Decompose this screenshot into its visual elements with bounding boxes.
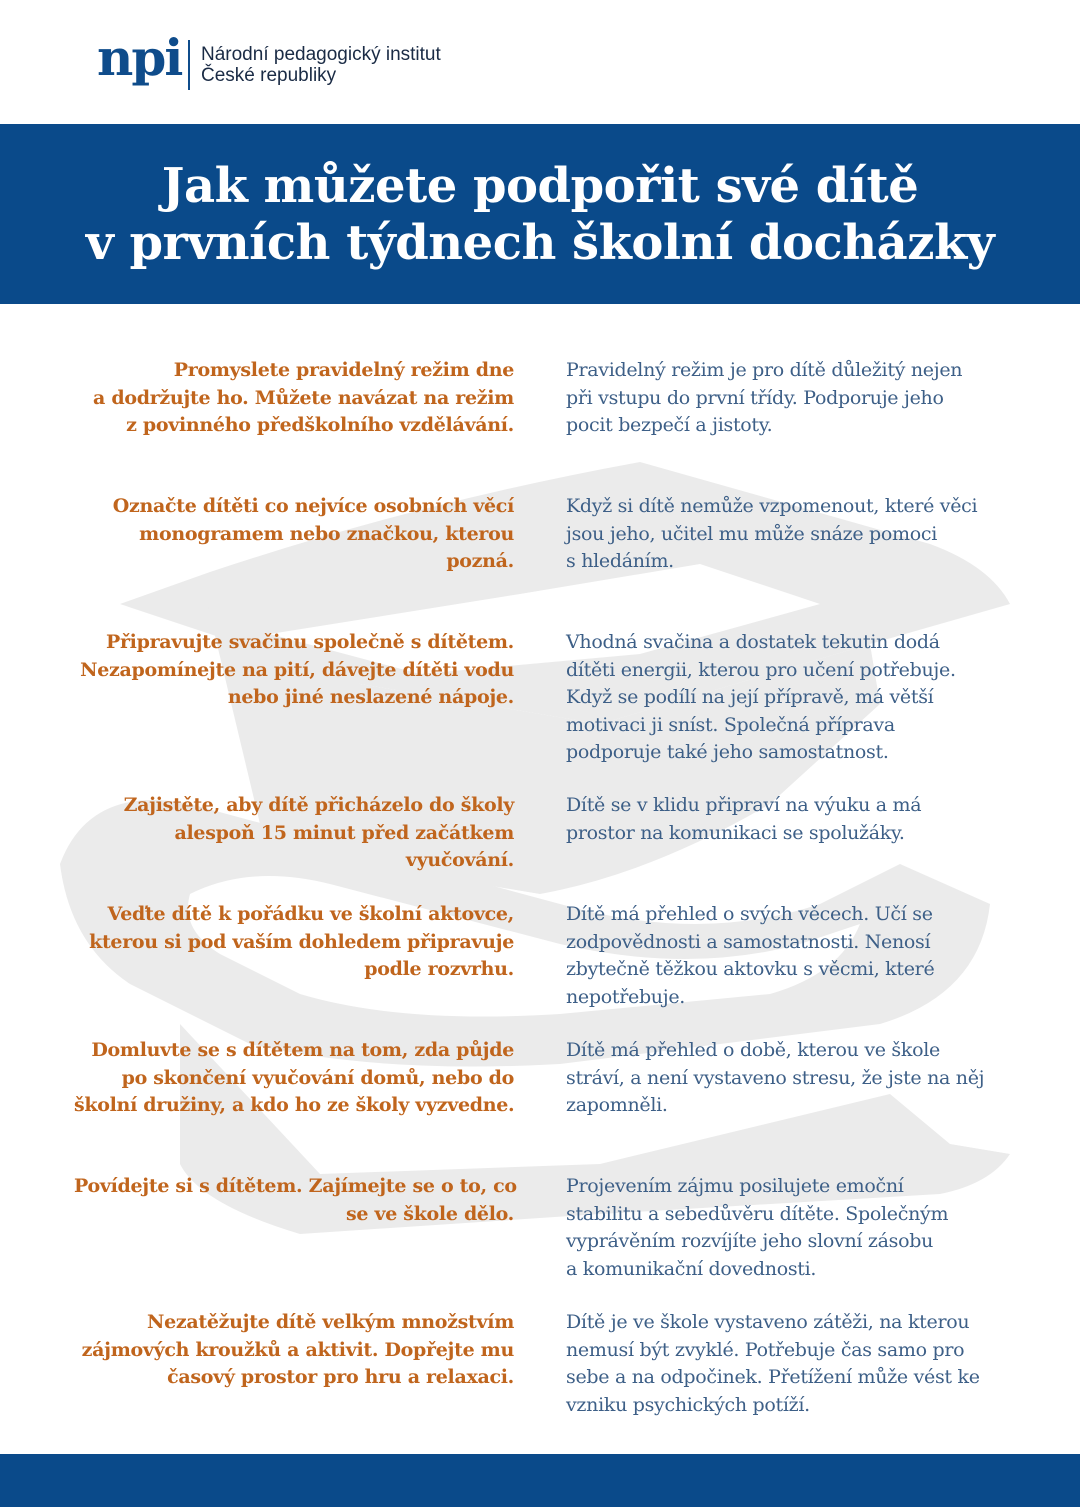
- reason-line: zbytečně těžkou aktovku s věcmi, které: [566, 958, 935, 980]
- reason-line: nemusí být zvyklé. Potřebuje čas samo pro: [566, 1338, 965, 1361]
- tip-line: Domluvte se s dítětem na tom, zda půjde: [91, 1039, 514, 1061]
- reason-line: pocit bezpečí a jistoty.: [566, 414, 773, 436]
- reason-text: [566, 1037, 1016, 1120]
- tip-line: školní družiny, a kdo ho ze školy vyzvedne.: [74, 1094, 515, 1116]
- tip-text: [74, 629, 514, 712]
- institute-name-line: Národní pedagogický institut: [201, 44, 441, 65]
- reason-line: prostor na komunikaci se spolužáky.: [566, 821, 905, 844]
- reason-line: Vhodná svačina a dostatek tekutin dodá: [566, 631, 940, 653]
- tip-line: Promyslete pravidelný režim dne: [173, 359, 514, 381]
- tip-text: [74, 493, 514, 576]
- page-footer: [0, 1454, 1080, 1507]
- tip-line: nebo jiné neslazené nápoje.: [227, 686, 514, 708]
- tip-text: [74, 901, 514, 984]
- tip-line: se ve škole dělo.: [345, 1202, 514, 1225]
- reason-text: [566, 1309, 1016, 1419]
- tip-line: Veďte dítě k pořádku ve školní aktovce,: [107, 903, 514, 925]
- tip-line: Nezatěžujte dítě velkým množstvím: [147, 1311, 514, 1333]
- reason-text: [566, 1173, 1016, 1283]
- reason-text: [566, 493, 1016, 576]
- reason-line: jsou jeho, učitel mu může snáze pomoci: [566, 522, 938, 545]
- reason-line: motivaci ji sníst. Společná příprava: [566, 713, 895, 736]
- page-title-line: Jak můžete podpořit své dítě: [161, 158, 919, 214]
- tip-line: Povídejte si s dítětem. Zajímejte se o to, co: [74, 1175, 517, 1197]
- reason-text: [566, 901, 1016, 1011]
- reason-line: s hledáním.: [566, 550, 674, 572]
- tip-line: zájmových kroužků a aktivit. Dopřejte mu: [81, 1338, 514, 1361]
- reason-text: [566, 792, 1016, 847]
- reason-line: Pravidelný režim je pro dítě důležitý nejen: [566, 359, 963, 381]
- reason-text: [566, 629, 1016, 767]
- tip-line: vyučování.: [405, 849, 514, 871]
- tip-text: [74, 1037, 514, 1120]
- reason-line: nepotřebuje.: [566, 985, 686, 1008]
- reason-line: Když se podílí na její přípravě, má větší: [566, 686, 934, 708]
- reason-text: [566, 357, 1016, 440]
- page-title: [0, 158, 1080, 272]
- tip-text: [74, 1173, 517, 1228]
- tip-line: pozná.: [446, 550, 514, 572]
- tip-line: časový prostor pro hru a relaxaci.: [167, 1366, 514, 1388]
- tip-line: Zajistěte, aby dítě přicházelo do školy: [123, 794, 514, 816]
- reason-line: vzniku psychických potíží.: [566, 1393, 810, 1416]
- institute-name-line: České republiky: [201, 65, 337, 86]
- tip-line: alespoň 15 minut před začátkem: [174, 821, 514, 844]
- page-title-line: v prvních týdnech školní docházky: [85, 215, 995, 271]
- reason-line: zodpovědnosti a samostatnosti. Nenosí: [566, 930, 931, 953]
- tip-line: Označte dítěti co nejvíce osobních věcí: [112, 495, 514, 517]
- reason-line: Dítě je ve škole vystaveno zátěži, na kterou: [566, 1311, 970, 1333]
- reason-line: a komunikační dovednosti.: [566, 1257, 817, 1280]
- tip-text: [74, 792, 514, 875]
- tip-text: [74, 1309, 514, 1392]
- tip-line: a dodržujte ho. Můžete navázat na režim: [93, 386, 514, 409]
- tip-line: po skončení vyučování domů, nebo do: [121, 1066, 514, 1089]
- tip-line: z povinného předškolního vzdělávání.: [126, 414, 514, 436]
- tip-line: monogramem nebo značkou, kterou: [139, 522, 514, 545]
- reason-line: Když si dítě nemůže vzpomenout, které věci: [566, 495, 978, 517]
- tip-text: [74, 357, 514, 440]
- logo-divider: [188, 40, 190, 90]
- tip-line: Připravujte svačinu společně s dítětem.: [105, 631, 514, 653]
- reason-line: Projevením zájmu posilujete emoční: [566, 1175, 904, 1197]
- tip-line: kterou si pod vaším dohledem připravuje: [89, 930, 514, 953]
- reason-line: Dítě se v klidu připraví na výuku a má: [566, 794, 922, 816]
- reason-line: dítěti energii, kterou pro učení potřebuje.: [566, 658, 956, 681]
- reason-line: stabilitu a sebedůvěru dítěte. Společným: [566, 1202, 949, 1225]
- reason-line: zapomněli.: [566, 1094, 668, 1116]
- reason-line: stráví, a není vystaveno stresu, že jste na něj: [566, 1066, 985, 1089]
- reason-line: Dítě má přehled o době, kterou ve škole: [566, 1039, 940, 1061]
- reason-line: sebe a na odpočinek. Přetížení může vést ke: [566, 1366, 980, 1388]
- tip-line: podle rozvrhu.: [364, 958, 514, 980]
- npi-logo: npi: [97, 28, 182, 87]
- page-header: [0, 0, 1080, 124]
- reason-line: při vstupu do první třídy. Podporuje jeho: [566, 386, 944, 409]
- tip-line: Nezapomínejte na pití, dávejte dítěti vodu: [80, 658, 514, 681]
- reason-line: vyprávěním rozvíjíte jeho slovní zásobu: [566, 1230, 934, 1252]
- reason-line: Dítě má přehled o svých věcech. Učí se: [566, 903, 933, 925]
- reason-line: podporuje také jeho samostatnost.: [566, 741, 889, 763]
- institute-name: [201, 44, 441, 86]
